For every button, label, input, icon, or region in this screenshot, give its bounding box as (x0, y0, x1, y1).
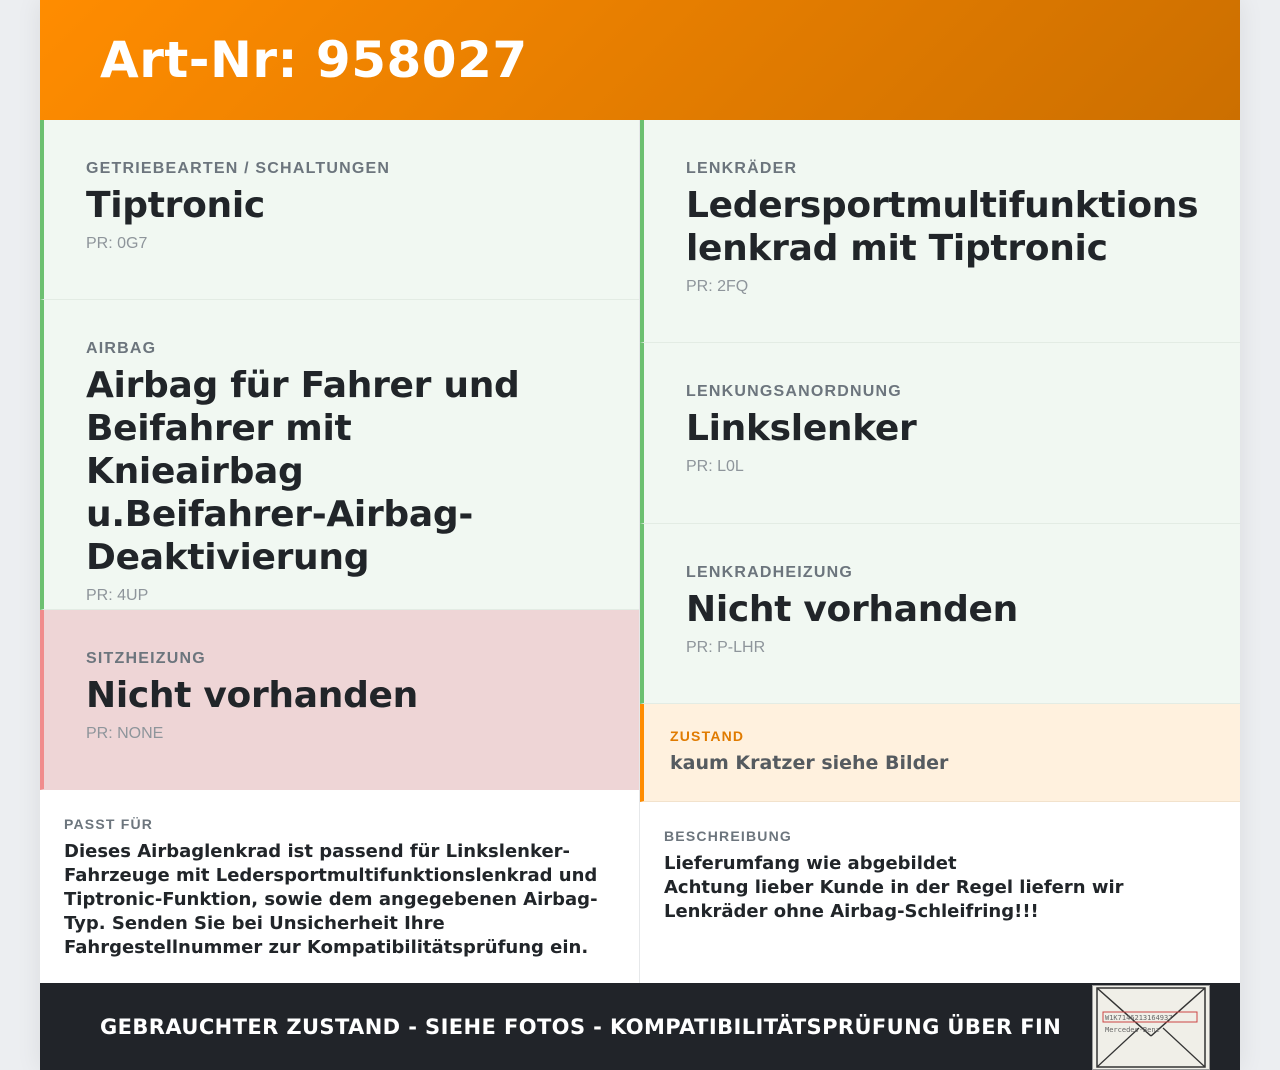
zustand-text: kaum Kratzer siehe Bilder (670, 752, 949, 774)
zustand-box (640, 704, 1240, 802)
spec-card-sitzheizung (40, 610, 639, 790)
passt-fuer-label: PASST FÜR (64, 816, 154, 832)
beschreibung-section (640, 802, 1240, 924)
spec-grid (40, 120, 1240, 983)
header-bar (40, 0, 1240, 120)
spec-value: Linkslenker (686, 408, 917, 449)
footer-bar (40, 983, 1240, 1070)
spec-pr-code: PR: NONE (86, 725, 164, 742)
passt-fuer-text: Dieses Airbaglenkrad ist passend für Linkslenker-Fahrzeuge mit Ledersportmultifunktionslenkrad und Tiptronic-Funktion, sowie dem angegebenen Airbag-Typ. Senden Sie bei Unsicherheit Ihre Fahrgestellnummer zur Kompatibilitätsprüfung ein. (64, 841, 598, 958)
envelope-photo-svg (1093, 986, 1209, 1069)
spec-value: Airbag für Fahrer und Beifahrer mit Knieairbag u.Beifahrer-Airbag-Deaktivierung (86, 365, 520, 578)
spec-pr-code: PR: 0G7 (86, 235, 148, 252)
spec-category: GETRIEBEARTEN / SCHALTUNGEN (86, 160, 391, 177)
beschreibung-line-2: Achtung lieber Kunde in der Regel liefern wir Lenkräder ohne Airbag-Schleifring!!! (664, 877, 1124, 922)
spec-card-getriebe (40, 120, 639, 300)
spec-value: Ledersportmultifunktionslenkrad mit Tiptronic (686, 185, 1199, 269)
spec-card-lenkraeder (640, 120, 1240, 343)
zustand-label: ZUSTAND (670, 728, 745, 744)
vin-text: W1K7146213164937 (1105, 1014, 1173, 1022)
spec-pr-code: PR: 4UP (86, 587, 149, 604)
spec-category: LENKUNGSANORDNUNG (686, 383, 902, 400)
spec-pr-code: PR: L0L (686, 458, 744, 475)
spec-category: AIRBAG (86, 340, 157, 357)
spec-card-airbag (40, 300, 639, 610)
spec-value: Nicht vorhanden (686, 589, 1018, 630)
spec-category: LENKRADHEIZUNG (686, 564, 854, 581)
spec-card-lenkradheizung (640, 524, 1240, 704)
beschreibung-label: BESCHREIBUNG (664, 828, 792, 844)
spec-category: SITZHEIZUNG (86, 650, 206, 667)
product-sheet (40, 0, 1240, 1070)
right-column (640, 120, 1240, 983)
spec-value: Nicht vorhanden (86, 675, 418, 716)
passt-fuer-section (40, 790, 639, 983)
brand-caption: Mercedes-Benz (1105, 1026, 1160, 1034)
article-number-title: Art-Nr: 958027 (100, 31, 528, 89)
spec-value: Tiptronic (86, 185, 265, 226)
spec-category: LENKRÄDER (686, 160, 798, 177)
spec-pr-code: PR: P-LHR (686, 639, 766, 656)
spec-card-lenkungsanordnung (640, 343, 1240, 524)
left-column (40, 120, 640, 983)
footer-text: GEBRAUCHTER ZUSTAND - SIEHE FOTOS - KOMPATIBILITÄTSPRÜFUNG ÜBER FIN (100, 1014, 1062, 1039)
beschreibung-line-1: Lieferumfang wie abgebildet (664, 853, 957, 874)
spec-pr-code: PR: 2FQ (686, 278, 749, 295)
envelope-photo-icon[interactable] (1092, 985, 1210, 1070)
beschreibung-text (664, 852, 1216, 924)
